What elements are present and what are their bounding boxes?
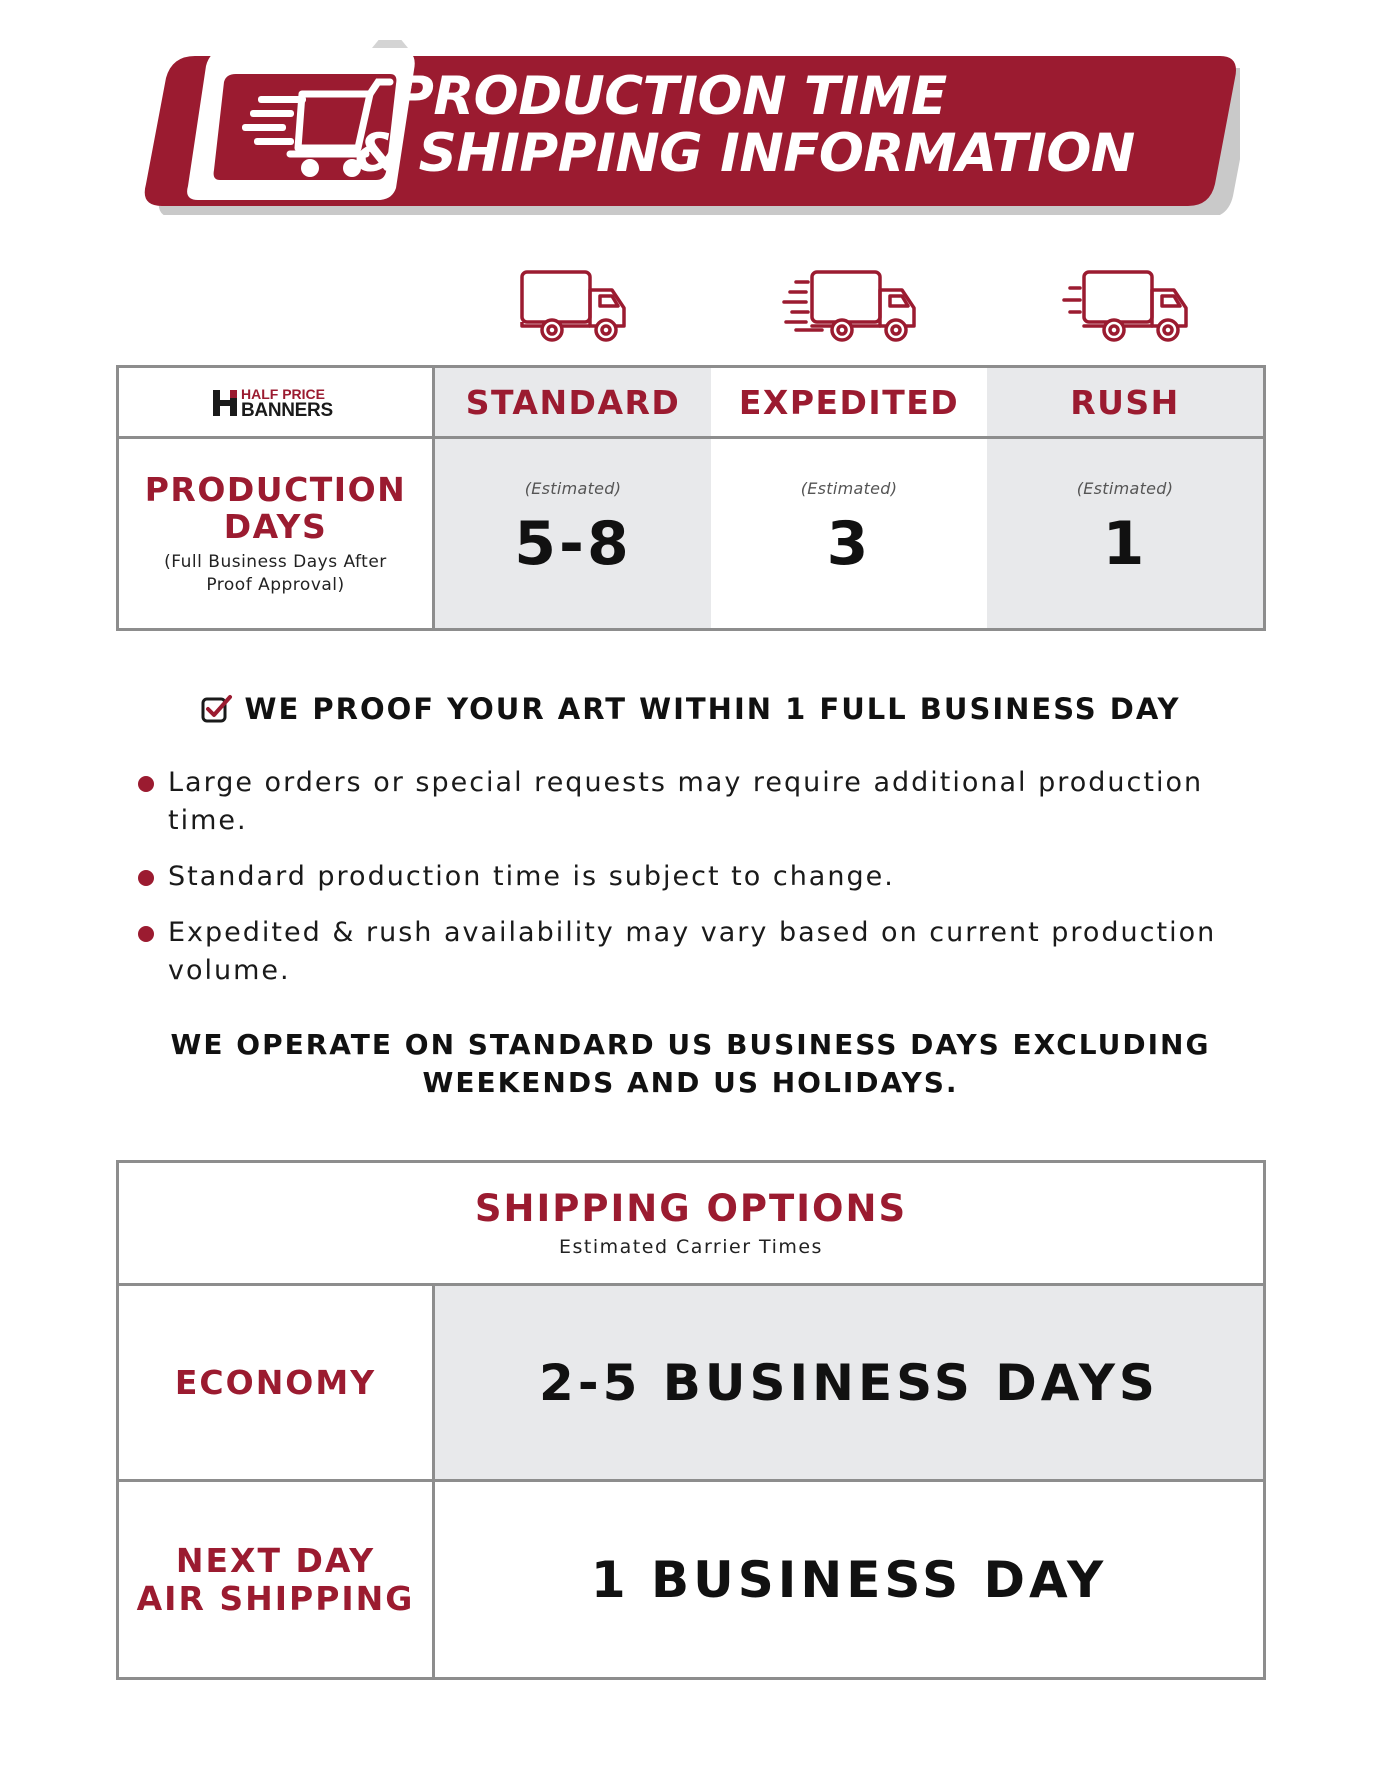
shipping-header bbox=[119, 1163, 1263, 1283]
title-line-2: & SHIPPING INFORMATION bbox=[355, 123, 1135, 184]
expedited-days-cell bbox=[711, 439, 987, 628]
next-day-air-time: 1 BUSINESS DAY bbox=[590, 1550, 1108, 1609]
bullet-dot-icon bbox=[138, 776, 154, 792]
truck-icon bbox=[520, 268, 630, 348]
business-days-notice-text: WE OPERATE ON STANDARD US BUSINESS DAYS EXCLUDING WEEKENDS AND US HOLIDAYS. bbox=[170, 1028, 1211, 1099]
shipping-title: SHIPPING OPTIONS bbox=[474, 1187, 908, 1230]
header-banner bbox=[140, 40, 1240, 215]
economy-time: 2-5 BUSINESS DAYS bbox=[435, 1286, 1263, 1479]
half-price-banners-logo bbox=[211, 386, 341, 420]
rush-days-cell bbox=[987, 439, 1263, 628]
column-header-expedited: EXPEDITED bbox=[738, 382, 960, 422]
logo-h-icon bbox=[211, 388, 241, 418]
estimated-label: (Estimated) bbox=[524, 479, 622, 498]
estimated-label: (Estimated) bbox=[800, 479, 898, 498]
shipping-table bbox=[116, 1160, 1266, 1680]
notes-list bbox=[136, 764, 1256, 1008]
shipping-option-economy: ECONOMY bbox=[174, 1362, 377, 1402]
bullet-dot-icon bbox=[138, 870, 154, 886]
logo-text-line2: BANNERS bbox=[241, 400, 333, 421]
production-days-title: PRODUCTION DAYS bbox=[144, 470, 407, 546]
list-item-text: Standard production time is subject to change. bbox=[168, 861, 895, 892]
production-table bbox=[116, 365, 1266, 631]
standard-days-cell bbox=[435, 439, 711, 628]
fast-truck-icon bbox=[1062, 268, 1190, 348]
list-item-text: Large orders or special requests may require additional production time. bbox=[168, 767, 1204, 836]
estimated-label: (Estimated) bbox=[1076, 479, 1174, 498]
shipping-option-next-day-air bbox=[119, 1482, 432, 1677]
expedited-days-value: 3 bbox=[826, 509, 872, 579]
shipping-subtitle: Estimated Carrier Times bbox=[559, 1236, 823, 1258]
title-line-1: PRODUCTION TIME bbox=[395, 66, 947, 127]
page-title bbox=[355, 68, 1195, 182]
proof-notice-text: WE PROOF YOUR ART WITHIN 1 FULL BUSINESS DAY bbox=[244, 692, 1181, 726]
fast-truck-icon bbox=[782, 268, 920, 348]
column-header-standard: STANDARD bbox=[435, 368, 711, 436]
production-days-label bbox=[119, 471, 432, 597]
bullet-dot-icon bbox=[138, 926, 154, 942]
list-item bbox=[136, 914, 1256, 990]
rush-days-value: 1 bbox=[1102, 509, 1148, 579]
column-header-rush: RUSH bbox=[987, 368, 1263, 436]
checkbox-checked-icon bbox=[200, 693, 234, 725]
business-days-notice bbox=[0, 1026, 1381, 1102]
list-item bbox=[136, 764, 1256, 840]
production-days-subtitle: (Full Business Days After Proof Approval) bbox=[164, 552, 387, 595]
next-day-air-label: NEXT DAY AIR SHIPPING bbox=[136, 1540, 415, 1618]
list-item-text: Expedited & rush availability may vary based on current production volume. bbox=[168, 917, 1217, 986]
standard-days-value: 5-8 bbox=[514, 509, 632, 579]
table-divider bbox=[432, 1286, 435, 1677]
logo-cell bbox=[119, 368, 432, 436]
list-item bbox=[136, 858, 1256, 896]
logo-text-line1: HALF PRICE bbox=[241, 386, 325, 402]
proof-notice bbox=[0, 692, 1381, 729]
